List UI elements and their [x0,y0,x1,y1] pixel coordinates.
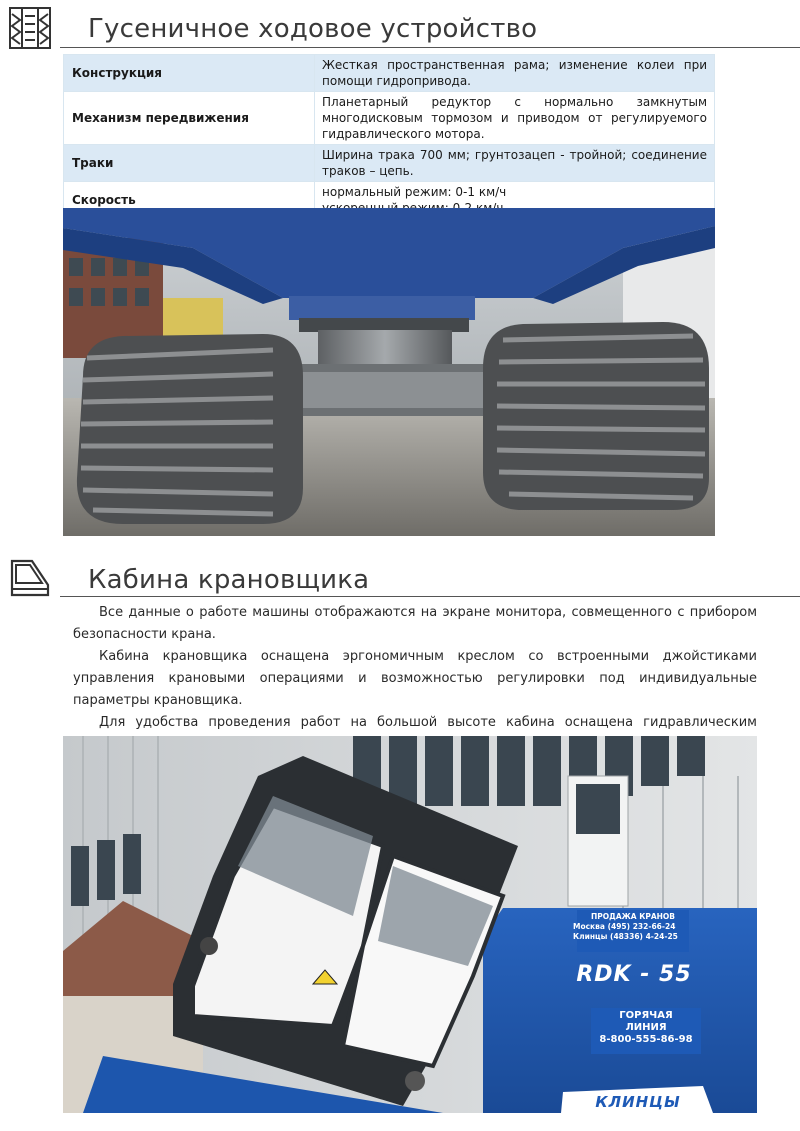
crawler-track-icon [8,6,52,50]
brand-label: КЛИНЦЫ [595,1093,681,1111]
undercarriage-photo [63,208,715,536]
spec-label: Скорость [64,182,315,219]
spec-label: Траки [64,145,315,182]
hotline-line2: ЛИНИЯ [625,1022,667,1033]
spec-label: Конструкция [64,55,315,92]
sign-line: ПРОДАЖА КРАНОВ [590,912,676,921]
spec-value: Ширина трака 700 мм; грунтозацеп - тройной; соединение траков – цепь. [315,145,715,182]
paragraph: Кабина крановщика оснащена эргономичным креслом со встроенными джойстиками управления крановыми операциями и возможностью регулировки под индивидуальные параметры крановщика. [73,649,757,708]
spec-value: Планетарный редуктор с нормально замкнутым многодисковым тормозом и приводом от регулируемого гидравлического мотора. [315,92,715,145]
sign-line: Клинцы (48336) 4-24-25 [573,932,678,941]
section-divider [60,47,800,48]
section-header-cabin [0,551,800,603]
table-row [64,145,715,182]
undercarriage-spec-table [63,54,715,219]
crane-cabin-photo [63,736,757,1113]
section-title: Гусеничное ходовое устройство [88,14,538,44]
table-row [64,92,715,145]
paragraph: Все данные о работе машины отображаются на экране монитора, совмещенного с прибором безопасности крана. [73,605,757,642]
sign-line: Москва (495) 232-66-24 [573,922,676,931]
cabin-description [73,602,757,756]
section-title: Кабина крановщика [88,565,370,595]
hotline-phone: 8-800-555-86-98 [599,1034,693,1045]
section-divider [60,596,800,597]
crane-cabin-icon [8,555,52,599]
hotline-line1: ГОРЯЧАЯ [619,1010,673,1021]
paragraph: Для удобства проведения работ на большой высоте кабина оснащена гидравлическим [99,715,757,730]
section-header-undercarriage [0,0,800,52]
spec-value: Жесткая пространственная рама; изменение колеи при помощи гидропривода. [315,55,715,92]
spec-label: Механизм передвижения [64,92,315,145]
speed-normal: нормальный режим: 0-1 км/ч [322,185,507,199]
crane-sign-sales [573,912,693,942]
hotline-label [591,1010,701,1046]
table-row [64,55,715,92]
crane-model-label: RDK - 55 [576,962,692,987]
